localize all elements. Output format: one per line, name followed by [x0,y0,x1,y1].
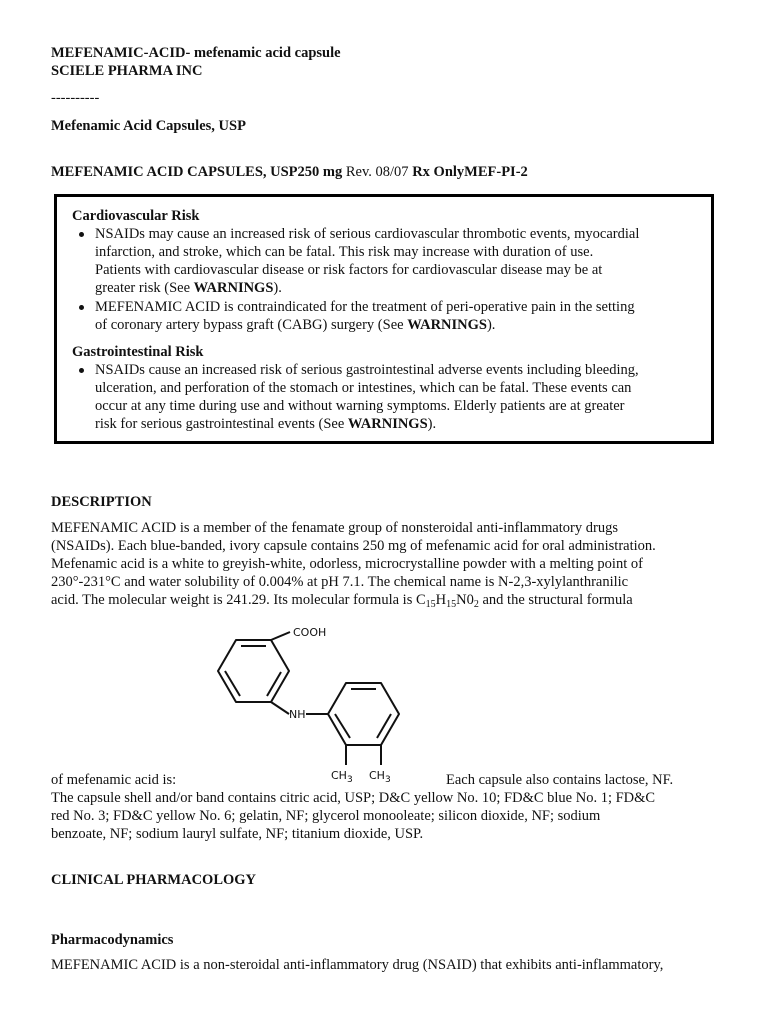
text-line [95,316,707,334]
formula-line [51,591,719,609]
capsule-paragraph [51,789,719,843]
boxed-warning [54,194,714,444]
text-fragment: ). [273,280,282,296]
methyl-label-1: $CH_3$ [331,769,353,785]
structure-drawing [193,622,463,792]
text-line: MEFENAMIC ACID is a member of the fenamate group of nonsteroidal anti-inflammatory drugs [51,520,618,536]
description-paragraph [51,519,719,609]
text-fragment: greater risk (See [95,280,194,296]
text-fragment: and the structural formula [478,592,633,608]
text-line [95,415,707,433]
text-fragment: ). [486,317,496,333]
gi-risk-title: Gastrointestinal Risk [72,344,204,360]
text-fragment: risk for serious gastrointestinal events (See [95,416,348,432]
text-fragment: acid. The molecular weight is 241.29. Its molecular formula is C [51,592,426,608]
label-title-line [51,163,528,181]
text-line: ulceration, and perforation of the stomach or intestines, which can be fatal. These events can [95,380,632,396]
nh-bond-left [271,702,289,714]
text-line: The capsule shell and/or band contains citric acid, USP; D&C yellow No. 10; FD&C blue No. 1; FD&C [51,790,656,806]
text-line: Patients with cardiovascular disease or risk factors for cardiovascular disease may be at [95,262,603,278]
text-fragment: ). [427,416,437,432]
cardio-item-1 [95,225,707,297]
clinical-heading: CLINICAL PHARMACOLOGY [51,872,257,888]
text-line [95,279,707,297]
subtitle: Mefenamic Acid Capsules, USP [51,118,246,134]
pharmacodynamics-heading: Pharmacodynamics [51,932,174,948]
text-line: infarction, and stroke, which can be fatal. This risk may increase with duration of use. [95,244,594,260]
text-fragment: of coronary artery bypass graft (CABG) surgery (See [95,317,408,333]
revision: Rev. 08/07 [345,164,409,180]
subscript: 15 [425,599,436,610]
cardio-risk-title: Cardiovascular Risk [72,208,200,224]
cooh-bond [271,632,290,640]
text-line: red No. 3; FD&C yellow No. 6; gelatin, NF; glycerol monooleate; silicon dioxide, NF; sodium [51,808,601,824]
text-line: NSAIDs cause an increased risk of serious gastrointestinal adverse events including bleeding, [95,362,639,378]
text-line: occur at any time during use and without warning symptoms. Elderly patients are at greater [95,398,625,414]
text-fragment: N0 [456,592,474,608]
text-line: NSAIDs may cause an increased risk of serious cardiovascular thrombotic events, myocardial [95,226,640,242]
text-line: 230°-231°C and water solubility of 0.004% at pH 7.1. The chemical name is N-2,3-xylylanthranilic [51,574,629,590]
divider: ---------- [51,90,100,106]
structure-caption: of mefenamic acid is: [51,772,177,788]
rx-code: Rx OnlyMEF-PI-2 [412,164,528,180]
subscript: 2 [473,599,479,610]
text-line: MEFENAMIC ACID is contraindicated for the treatment of peri-operative pain in the setting [95,299,635,315]
benzoic-ring [218,640,289,702]
capsule-lactose: Each capsule also contains lactose, NF. [446,772,674,788]
text-line: benzoate, NF; sodium lauryl sulfate, NF; titanium dioxide, USP. [51,826,424,842]
text-line: Mefenamic acid is a white to greyish-white, odorless, microcrystalline powder with a melting point of [51,556,643,572]
warnings-ref: WARNINGS [193,280,274,296]
cooh-label: COOH [293,626,327,639]
subscript: 15 [446,599,457,610]
manufacturer: SCIELE PHARMA INC [51,63,203,79]
nh-label: NH [289,708,306,721]
description-heading: DESCRIPTION [51,494,152,510]
cardio-item-2 [95,298,707,334]
structural-formula [193,622,463,792]
methyl-label-2: $CH_3$ [369,769,391,785]
text-fragment: H [435,592,447,608]
warnings-ref: WARNINGS [407,317,487,333]
label-title-main: MEFENAMIC ACID CAPSULES, USP250 mg [51,164,343,180]
gi-item-1 [95,361,707,433]
warnings-ref: WARNINGS [347,416,428,432]
pharmacodynamics-text: MEFENAMIC ACID is a non-steroidal anti-inflammatory drug (NSAID) that exhibits anti-inflammatory, [51,957,664,973]
xylyl-ring [328,683,399,745]
product-title: MEFENAMIC-ACID- mefenamic acid capsule [51,45,341,61]
text-line: (NSAIDs). Each blue-banded, ivory capsule contains 250 mg of mefenamic acid for oral administration. [51,538,656,554]
